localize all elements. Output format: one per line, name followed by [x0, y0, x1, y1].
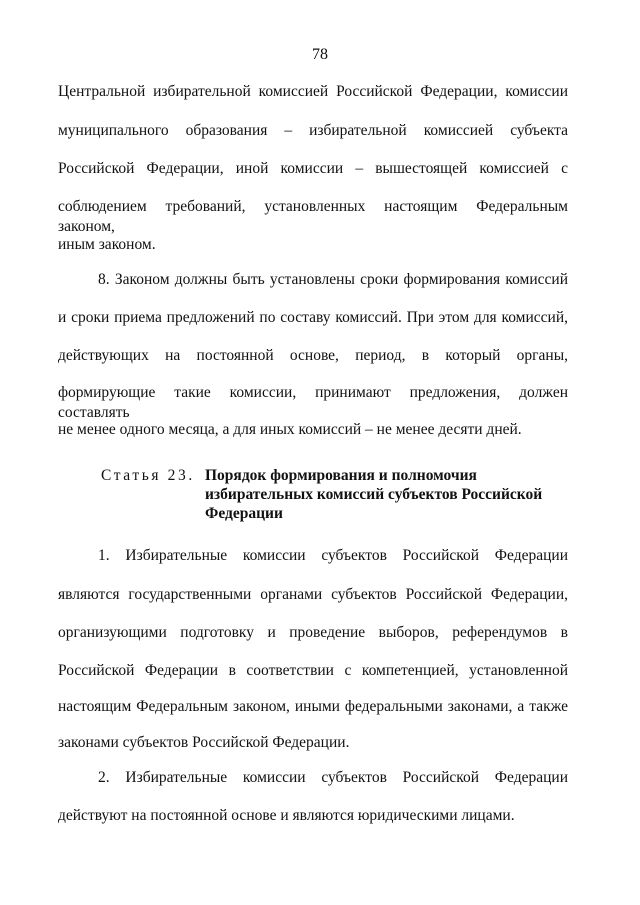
text-line: муниципального образования – избирательной комиссией субъекта — [58, 122, 568, 139]
paragraph-2-first-line: 2. Избирательные комиссии субъектов Российской Федерации — [98, 769, 568, 786]
text-line: Центральной избирательной комиссией Российской Федерации, комиссии — [58, 83, 568, 100]
text-line: настоящим Федеральным законом, иными федеральными законами, а также — [58, 698, 568, 715]
text-line: являются государственными органами субъектов Российской Федерации, — [58, 586, 568, 603]
paragraph-1-first-line: 1. Избирательные комиссии субъектов Российской Федерации — [98, 547, 568, 564]
page-number: 78 — [312, 46, 328, 63]
article-label: Статья 23. — [101, 467, 195, 484]
text-line: действующих на постоянной основе, период, в который органы, — [58, 347, 568, 364]
text-line: законами субъектов Российской Федерации. — [58, 734, 350, 751]
text-line: и сроки приема предложений по составу комиссий. При этом для комиссий, — [58, 309, 568, 326]
article-title — [205, 466, 565, 523]
paragraph-8-first-line: 8. Законом должны быть установлены сроки формирования комиссий — [98, 271, 568, 288]
text-line: Российской Федерации, иной комиссии – вышестоящей комиссией с — [58, 160, 568, 177]
article-title-line: избирательных комиссий субъектов Российской — [205, 486, 543, 503]
text-line: иным законом. — [58, 236, 156, 253]
text-line: Российской Федерации в соответствии с компетенцией, установленной — [58, 662, 568, 679]
text-line: формирующие такие комиссии, принимают предложения, должен составлять — [58, 384, 568, 421]
text-line: действуют на постоянной основе и являются юридическими лицами. — [58, 807, 515, 824]
text-line: организующими подготовку и проведение выборов, референдумов в — [58, 624, 568, 641]
article-title-line: Порядок формирования и полномочия — [205, 467, 477, 484]
text-line: не менее одного месяца, а для иных комиссий – не менее десяти дней. — [58, 421, 522, 438]
article-title-line: Федерации — [205, 505, 283, 522]
text-line: соблюдением требований, установленных настоящим Федеральным законом, — [58, 198, 568, 235]
